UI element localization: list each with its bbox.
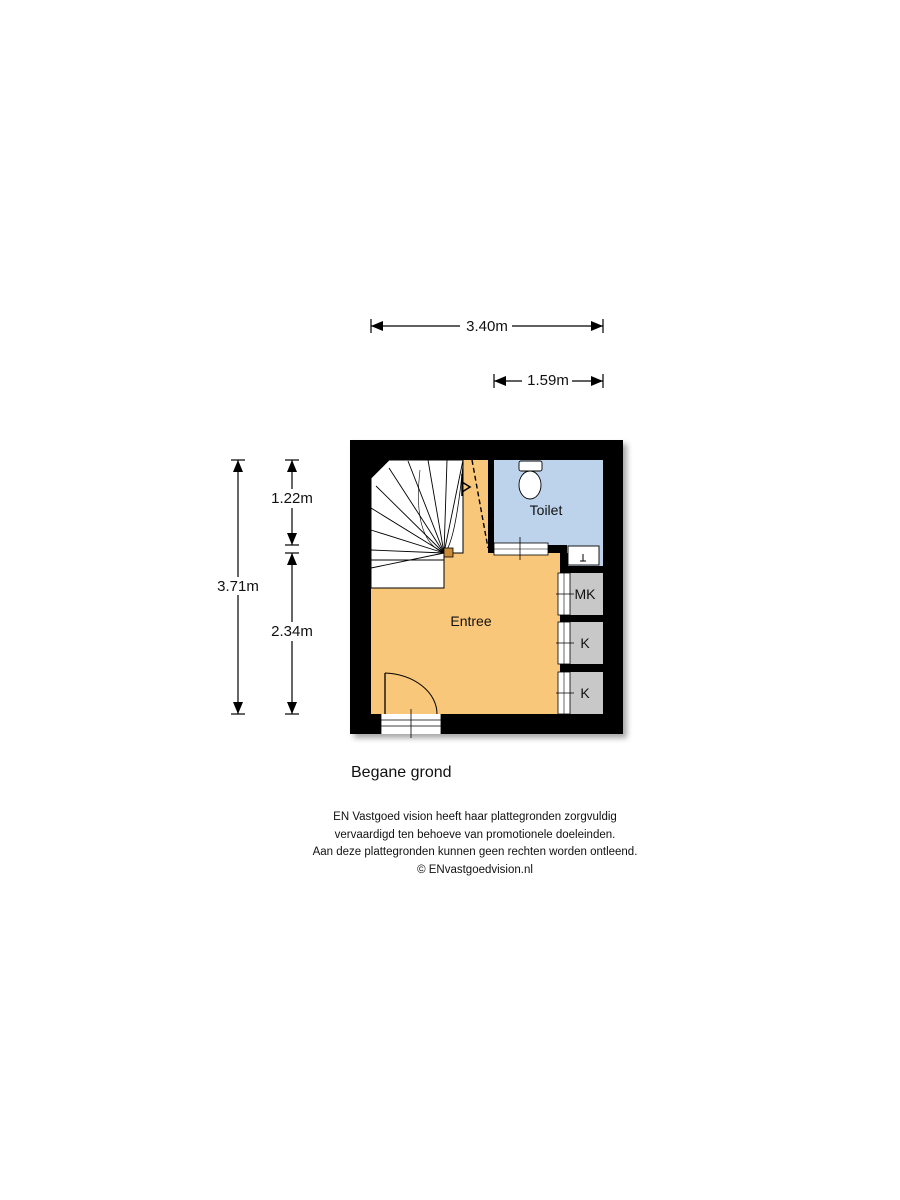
dimension-label-toilet-width: 1.59m: [527, 372, 569, 389]
room-label-kast-2: K: [580, 685, 590, 701]
dimension-label-total-depth: 3.71m: [217, 578, 259, 595]
dimension-label-upper-depth: 1.22m: [271, 490, 313, 507]
disclaimer-line: EN Vastgoed vision heeft haar plattegronden zorgvuldig: [333, 811, 617, 823]
room-label-entree: Entree: [450, 613, 492, 629]
dimension-upper-depth: [268, 460, 316, 545]
room-label-meterkast: MK: [574, 586, 596, 602]
floor-title: Begane grond: [351, 764, 452, 781]
wall-toilet-left: [488, 460, 494, 553]
dimension-total-width: [371, 316, 603, 336]
dimension-lower-depth: [268, 553, 316, 714]
wall-closet-divider-1: [560, 615, 603, 622]
hand-basin: [568, 546, 599, 565]
disclaimer-line: Aan deze plattegronden kunnen geen rechten worden ontleend.: [312, 846, 638, 858]
wall-fountain-bottom: [560, 566, 603, 573]
disclaimer: [250, 809, 700, 879]
stair-newel-post: [444, 548, 453, 557]
dimension-label-total-width: 3.40m: [466, 318, 508, 335]
room-label-kast-1: K: [580, 635, 590, 651]
dimension-toilet-width: [494, 371, 603, 391]
room-label-toilet: Toilet: [529, 502, 563, 518]
dimension-label-lower-depth: 2.34m: [271, 623, 313, 640]
toilet-bowl: [519, 461, 542, 499]
dimension-total-depth: [214, 460, 262, 714]
copyright-line: © ENvastgoedvision.nl: [417, 863, 533, 876]
disclaimer-line: vervaardigd ten behoeve van promotionele doeleinden.: [334, 828, 616, 841]
wall-closet-divider-2: [560, 664, 603, 672]
